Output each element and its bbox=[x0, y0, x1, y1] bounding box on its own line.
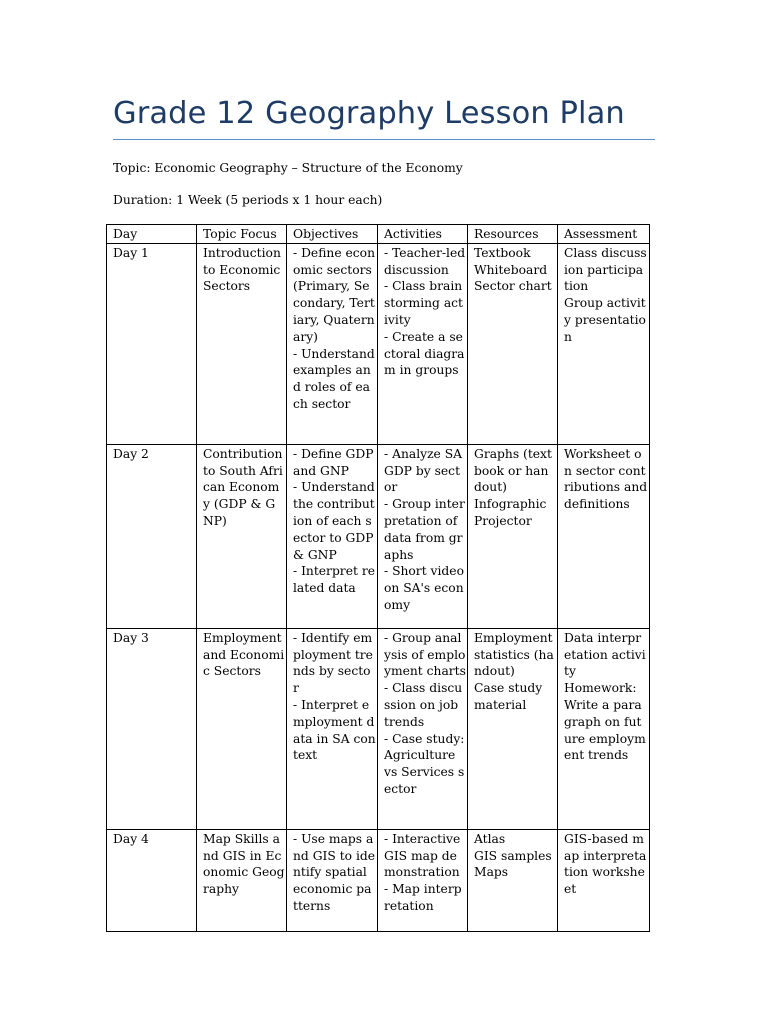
header-cell-assessment: Assessment bbox=[558, 225, 650, 244]
table-cell: Graphs (textbook or handout) Infographic Projector bbox=[468, 444, 558, 628]
table-cell: Introduction to Economic Sectors bbox=[197, 243, 287, 444]
header-cell-resources: Resources bbox=[468, 225, 558, 244]
table-cell: Contribution to South African Economy (GDP & GNP) bbox=[197, 444, 287, 628]
table-cell: Day 1 bbox=[107, 243, 197, 444]
table-header-row bbox=[107, 225, 650, 244]
table-row bbox=[107, 829, 650, 931]
title-divider bbox=[113, 139, 655, 140]
table-cell: Atlas GIS samples Maps bbox=[468, 829, 558, 931]
table-cell: - Define economic sectors (Primary, Secondary, Tertiary, Quaternary) - Understand examples and roles of each sector bbox=[287, 243, 378, 444]
table-cell: Employment and Economic Sectors bbox=[197, 628, 287, 829]
lesson-plan-table bbox=[106, 224, 650, 932]
table-cell: Day 4 bbox=[107, 829, 197, 931]
table-row bbox=[107, 628, 650, 829]
table-cell: - Analyze SA GDP by sector - Group interpretation of data from graphs - Short video on SA's economy bbox=[378, 444, 468, 628]
table-cell: Textbook Whiteboard Sector chart bbox=[468, 243, 558, 444]
topic-line: Topic: Economic Geography – Structure of the Economy bbox=[113, 161, 463, 175]
table-row bbox=[107, 243, 650, 444]
table-cell: - Group analysis of employment charts - Class discussion on job trends - Case study: Agriculture vs Services sector bbox=[378, 628, 468, 829]
header-cell-topic-focus: Topic Focus bbox=[197, 225, 287, 244]
table-cell: - Interactive GIS map demonstration - Map interpretation bbox=[378, 829, 468, 931]
table-row bbox=[107, 444, 650, 628]
table-cell: Employment statistics (handout) Case study material bbox=[468, 628, 558, 829]
table-cell: - Define GDP and GNP - Understand the contribution of each sector to GDP & GNP - Interpret related data bbox=[287, 444, 378, 628]
table-cell: Day 2 bbox=[107, 444, 197, 628]
header-cell-activities: Activities bbox=[378, 225, 468, 244]
document-title: Grade 12 Geography Lesson Plan bbox=[113, 96, 625, 131]
table-cell: Worksheet on sector contributions and definitions bbox=[558, 444, 650, 628]
table-cell: GIS-based map interpretation worksheet bbox=[558, 829, 650, 931]
duration-line: Duration: 1 Week (5 periods x 1 hour each) bbox=[113, 193, 383, 207]
table-cell: Map Skills and GIS in Economic Geography bbox=[197, 829, 287, 931]
table-cell: - Teacher-led discussion - Class brainstorming activity - Create a sectoral diagram in groups bbox=[378, 243, 468, 444]
header-cell-objectives: Objectives bbox=[287, 225, 378, 244]
table-cell: Day 3 bbox=[107, 628, 197, 829]
table-cell: - Use maps and GIS to identify spatial economic patterns bbox=[287, 829, 378, 931]
table-cell: - Identify employment trends by sector - Interpret employment data in SA context bbox=[287, 628, 378, 829]
table-cell: Data interpretation activity Homework: Write a paragraph on future employment trends bbox=[558, 628, 650, 829]
table-cell: Class discussion participation Group activity presentation bbox=[558, 243, 650, 444]
header-cell-day: Day bbox=[107, 225, 197, 244]
